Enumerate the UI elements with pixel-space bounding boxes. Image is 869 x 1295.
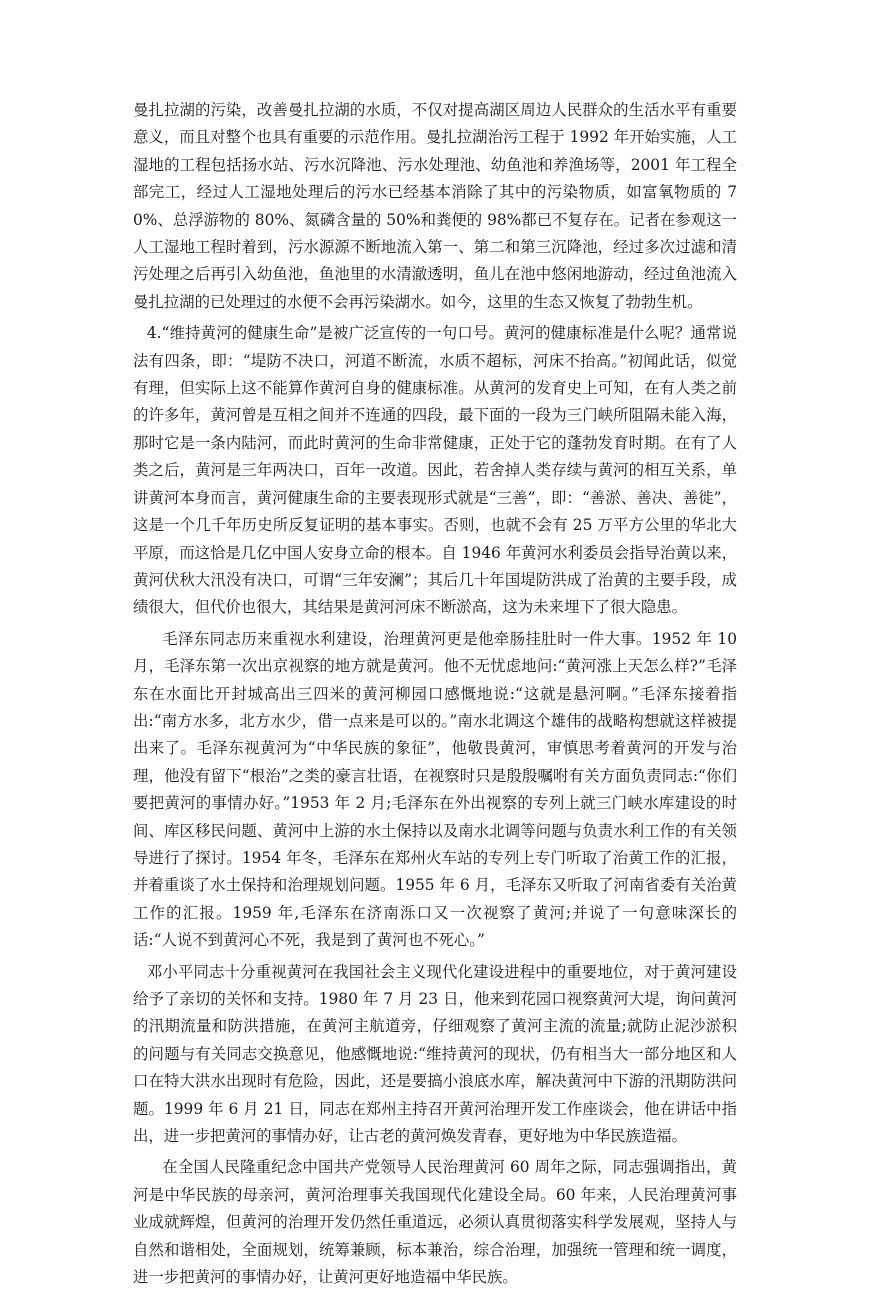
paragraph-60th-anniversary: 在全国人民隆重纪念中国共产党领导人民治理黄河 60 周年之际，同志强调指出，黄河是中华民族的母亲河，黄河治理事关我国现代化建设全局。60 年来，人民治理黄河事业成就辉煌，但黄河的治理开发仍然任重道远，必须认真贯彻落实科学发展观，坚持人与自然和谐相处，全面规划，统筹兼顾，标本兼治，综合治理，加强统一管理和统一调度，进一步把黄河的事情办好，让黄河更好地造福中华民族。: [133, 1158, 737, 1287]
article-body: [133, 97, 742, 1295]
paragraph-manzala-lake: 曼扎拉湖的污染，改善曼扎拉湖的水质，不仅对提高湖区周边人民群众的生活水平有重要意义，而且对整个也具有重要的示范作用。曼扎拉湖治污工程于 1992 年开始实施，人工湿地的工程包括扬水站、污水沉降池、污水处理池、幼鱼池和养渔场等，2001 年工程全部完工，经过人工湿地处理后的污水已经基本消除了其中的污染物质，如富氧物质的 70%、总浮游物的 80%、氮磷含量的 50%和粪便的 98%都已不复存在。记者在参观这一人工湿地工程时着到，污水源源不断地流入第一、第二和第三沉降池，经过多次过滤和清污处理之后再引入幼鱼池，鱼池里的水清澈透明，鱼儿在池中悠闲地游动，经过鱼池流入曼扎拉湖的已处理过的水便不会再污染湖水。如今，这里的生态又恢复了勃勃生机。: [133, 101, 737, 311]
paragraph-mao-zedong: 毛泽东同志历来重视水利建设，治理黄河更是他牵肠挂肚时一件大事。1952 年 10 月，毛泽东第一次出京视察的地方就是黄河。他不无忧虑地问:“黄河涨上天怎么样?”毛泽东在水面比开封城高出三四米的黄河柳园口感慨地说:“这就是悬河啊。”毛泽东接着指出:“南方水多，北方水少，借一点来是可以的。”南水北调这个雄伟的战略构想就这样被提出来了。毛泽东视黄河为“中华民族的象征”，他敬畏黄河，审慎思考着黄河的开发与治理，他没有留下“根治”之类的豪言壮语，在视察时只是殷殷嘱咐有关方面负责同志:“你们要把黄河的事情办好。”1953 年 2 月;毛泽东在外出视察的专列上就三门峡水库建设的时间、库区移民问题、黄河中上游的水土保持以及南水北调等问题与负责水利工作的有关领导进行了探讨。1954 年冬，毛泽东在郑州火车站的专列上专门听取了治黄工作的汇报，并着重谈了水土保持和治理规划问题。1955 年 6 月，毛泽东又听取了河南省委有关治黄工作的汇报。1959 年,毛泽东在济南泺口又一次视察了黄河;并说了一句意味深长的话:“人说不到黄河心不死，我是到了黄河也不死心。”: [133, 629, 742, 950]
paragraph-yellow-river-health: 4.“维持黄河的健康生命”是被广泛宣传的一句口号。黄河的健康标准是什么呢？通常说法有四条，即：“堤防不决口，河道不断流，水质不超标，河床不抬高。”初闻此话，似觉有理，但实际上这不能算作黄河自身的健康标准。从黄河的发育史上可知，在有人类之前的许多年，黄河曾是互相之间并不连通的四段，最下面的一段为三门峡所阻隔未能入海，那时它是一条内陆河，而此时黄河的生命非常健康，正处于它的蓬勃发育时期。在有了人类之后，黄河是三年两决口，百年一改道。因此，若舍掉人类存续与黄河的相互关系，单讲黄河本身而言，黄河健康生命的主要表现形式就是“三善”，即：“善淤、善决、善徙”，这是一个几千年历史所反复证明的基本事实。否则，也就不会有 25 万平方公里的华北大平原，而这恰是几亿中国人安身立命的根本。自 1946 年黄河水利委员会指导治黄以来，黄河伏秋大汛没有决口，可谓“三年安澜”；其后几十年国堤防洪成了治黄的主要手段，成绩很大，但代价也很大，其结果是黄河河床不断淤高，这为未来埋下了很大隐患。: [133, 324, 737, 617]
paragraph-deng-xiaoping: 邓小平同志十分重视黄河在我国社会主义现代化建设进程中的重要地位，对于黄河建设给予了亲切的关怀和支持。1980 年 7 月 23 日，他来到花园口视察黄河大堤，询问黄河的汛期流量和防洪措施，在黄河主航道旁，仔细观察了黄河主流的流量;就防止泥沙淤积的问题与有关同志交换意见，他感慨地说:“维持黄河的现状，仍有相当大一部分地区和人口在特大洪水出现时有危险，因此，还是要搞小浪底水库，解决黄河中下游的汛期防洪问题。1999 年 6 月 21 日，同志在郑州主持召开黄河治理开发工作座谈会，他在讲话中指出，进一步把黄河的事情办好，让古老的黄河焕发青春，更好地为中华民族造福。: [133, 962, 737, 1146]
